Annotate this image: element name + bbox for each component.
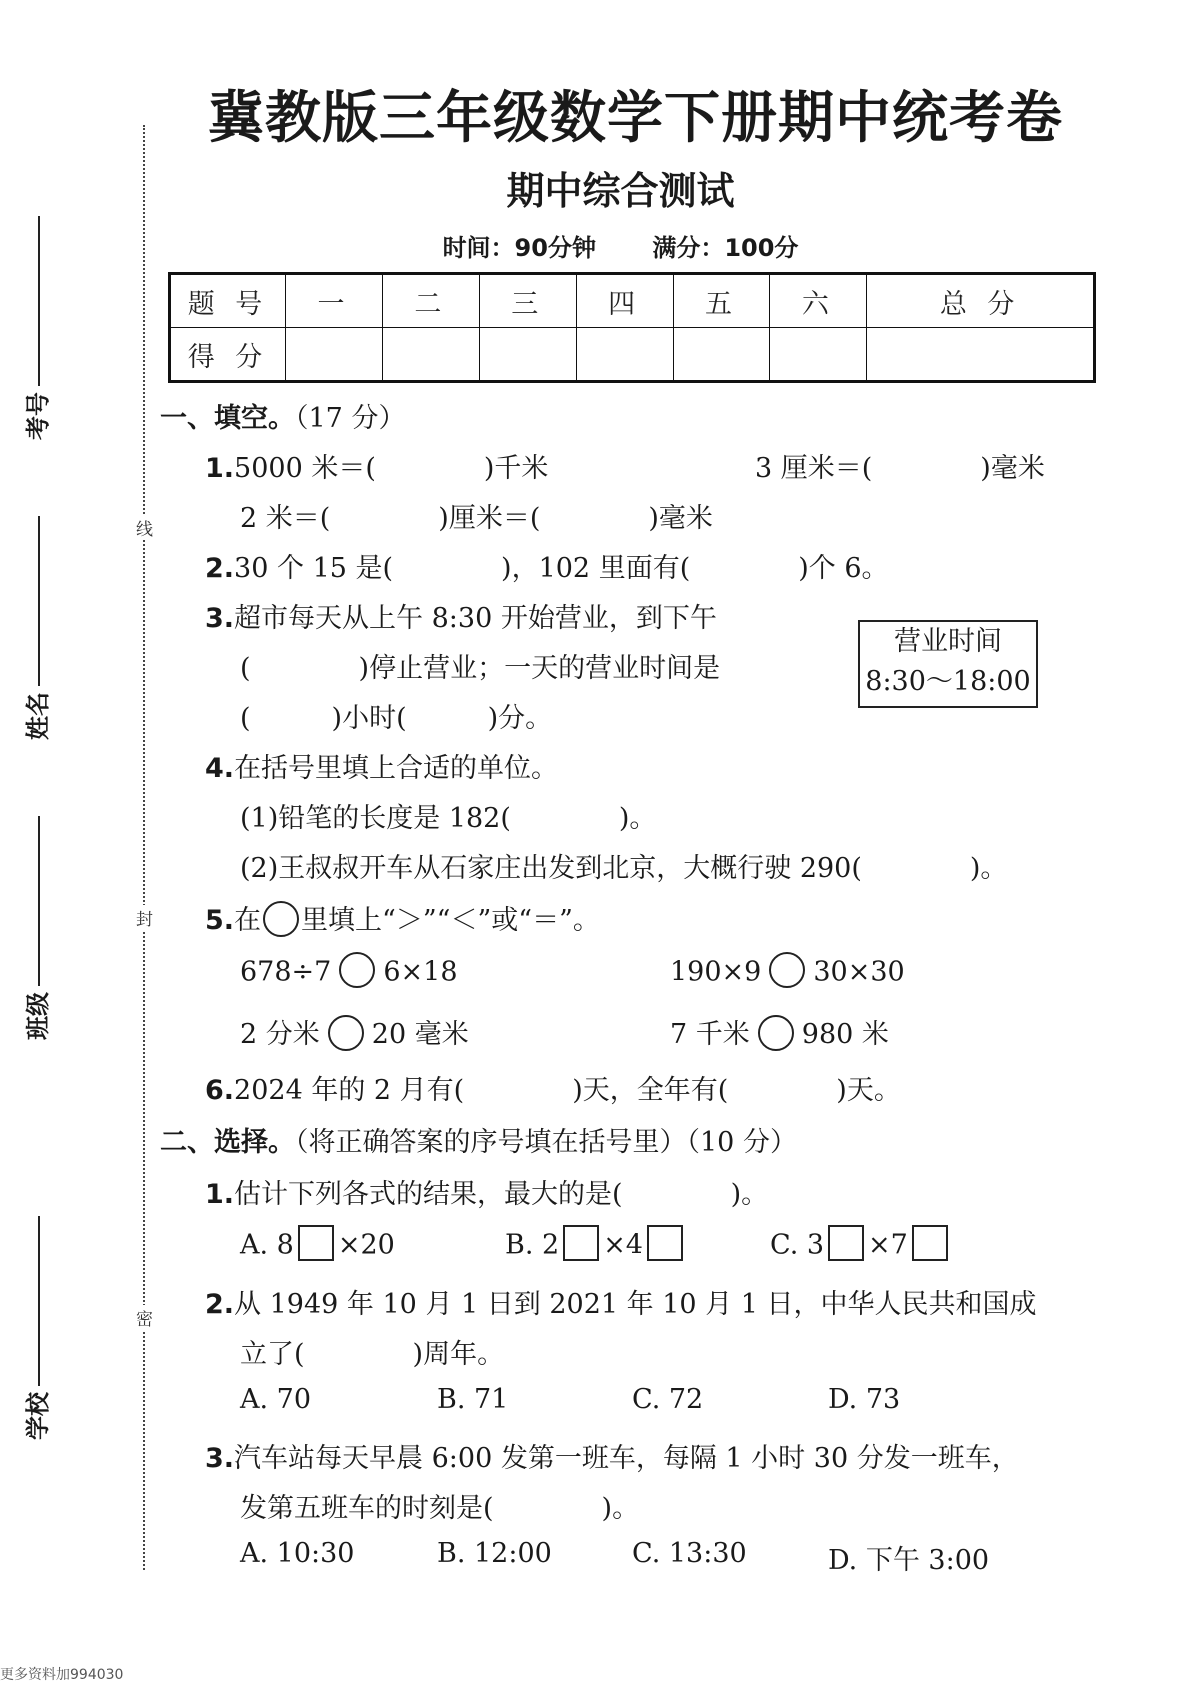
digit-box bbox=[828, 1225, 864, 1261]
compare-item-2 bbox=[670, 955, 905, 991]
business-hours-title: 营业时间 bbox=[894, 626, 1002, 657]
question-2-2-line2: 立了( )周年。 bbox=[240, 1339, 505, 1370]
compare-left: 2 分米 bbox=[240, 1019, 320, 1050]
section-2-heading bbox=[160, 1120, 797, 1159]
class-blank[interactable] bbox=[38, 816, 40, 986]
section-1-heading bbox=[160, 396, 405, 435]
score-table-header: 五 bbox=[673, 274, 770, 328]
score-row-label: 得 分 bbox=[170, 328, 286, 382]
digit-box bbox=[298, 1225, 334, 1261]
question-1-4b: (2)王叔叔开车从石家庄出发到北京，大概行驶 290( )。 bbox=[240, 853, 1008, 884]
question-text: 里填上“＞”“＜”或“＝”。 bbox=[301, 905, 600, 936]
option-c[interactable]: C. 13:30 bbox=[632, 1538, 747, 1569]
option-a[interactable] bbox=[240, 1228, 395, 1264]
binding-dotted-line bbox=[143, 125, 145, 1570]
option-b[interactable]: B. 12:00 bbox=[437, 1538, 552, 1569]
question-text: 在括号里填上合适的单位。 bbox=[234, 753, 559, 784]
score-table-header: 二 bbox=[382, 274, 479, 328]
question-2-2-line1 bbox=[205, 1282, 1037, 1321]
question-text: 在 bbox=[234, 905, 262, 936]
exam-number-field[interactable] bbox=[18, 216, 53, 440]
question-number: 3. bbox=[205, 603, 235, 634]
score-table-header: 题 号 bbox=[170, 274, 286, 328]
question-text: 估计下列各式的结果，最大的是( )。 bbox=[234, 1179, 769, 1210]
option-text: ×20 bbox=[337, 1229, 395, 1261]
exam-info bbox=[0, 228, 1191, 263]
compare-item-3 bbox=[240, 1012, 469, 1054]
score-table-header: 六 bbox=[770, 274, 867, 328]
compare-left: 190×9 bbox=[670, 956, 762, 988]
section-1-points: （17 分） bbox=[295, 403, 406, 434]
school-label: 学校 bbox=[24, 1392, 52, 1440]
score-cell[interactable] bbox=[673, 328, 770, 382]
class-label: 班级 bbox=[24, 992, 52, 1040]
question-1-4 bbox=[205, 746, 558, 785]
question-1-3-line1 bbox=[205, 596, 717, 635]
option-b[interactable] bbox=[505, 1228, 687, 1264]
question-1-4a: (1)铅笔的长度是 182( )。 bbox=[240, 803, 657, 834]
score-cell[interactable] bbox=[576, 328, 673, 382]
question-1-3-line2: ( )停止营业；一天的营业时间是 bbox=[240, 653, 721, 684]
circle-icon bbox=[263, 901, 299, 937]
compare-item-4 bbox=[670, 1012, 889, 1054]
option-text: ×4 bbox=[603, 1229, 643, 1261]
option-text: A. 8 bbox=[240, 1229, 294, 1261]
name-blank[interactable] bbox=[38, 516, 40, 686]
section-2-title: 二、选择。 bbox=[160, 1127, 295, 1158]
question-number: 2. bbox=[205, 1289, 235, 1320]
binding-mark-seal: 封 bbox=[136, 905, 153, 930]
compare-right: 6×18 bbox=[383, 956, 458, 988]
business-hours-time: 8:30～18:00 bbox=[865, 666, 1031, 697]
question-number: 6. bbox=[205, 1075, 235, 1106]
question-number: 1. bbox=[205, 1179, 235, 1210]
question-text: 5000 米＝( )千米 bbox=[234, 453, 549, 484]
exam-full-score: 满分：100分 bbox=[652, 234, 799, 262]
option-a[interactable]: A. 70 bbox=[240, 1384, 312, 1415]
question-text: 从 1949 年 10 月 1 日到 2021 年 10 月 1 日，中华人民共和国成 bbox=[234, 1289, 1037, 1320]
question-1-1c: 2 米＝( )厘米＝( )毫米 bbox=[240, 503, 713, 534]
score-cell[interactable] bbox=[382, 328, 479, 382]
section-1-title: 一、填空。 bbox=[160, 403, 295, 434]
name-field[interactable] bbox=[18, 516, 53, 740]
page-subtitle: 期中综合测试 bbox=[506, 169, 735, 213]
question-2-3-line1 bbox=[205, 1436, 1019, 1475]
name-label: 姓名 bbox=[24, 692, 52, 740]
class-field[interactable] bbox=[18, 816, 53, 1040]
compare-circle[interactable] bbox=[758, 1015, 794, 1051]
score-cell[interactable] bbox=[770, 328, 867, 382]
score-table-header: 一 bbox=[286, 274, 383, 328]
section-2-points: （将正确答案的序号填在括号里）（10 分） bbox=[295, 1127, 797, 1158]
score-cell[interactable] bbox=[286, 328, 383, 382]
score-table-score-row bbox=[170, 328, 1095, 382]
exam-number-label: 考号 bbox=[24, 392, 52, 440]
question-2-1 bbox=[205, 1172, 768, 1211]
question-text: 30 个 15 是( )，102 里面有( )个 6。 bbox=[234, 553, 889, 584]
option-b[interactable]: B. 71 bbox=[437, 1384, 509, 1415]
school-field[interactable] bbox=[18, 1216, 53, 1440]
option-a[interactable]: A. 10:30 bbox=[240, 1538, 355, 1569]
compare-right: 980 米 bbox=[801, 1019, 889, 1050]
digit-box bbox=[563, 1225, 599, 1261]
compare-circle[interactable] bbox=[328, 1015, 364, 1051]
score-table-header: 四 bbox=[576, 274, 673, 328]
question-text: 汽车站每天早晨 6:00 发第一班车，每隔 1 小时 30 分发一班车， bbox=[234, 1443, 1019, 1474]
school-blank[interactable] bbox=[38, 1216, 40, 1386]
question-number: 1. bbox=[205, 453, 235, 484]
digit-box bbox=[647, 1225, 683, 1261]
exam-time: 时间：90分钟 bbox=[442, 234, 596, 262]
compare-left: 678÷7 bbox=[240, 956, 332, 988]
question-text: 2024 年的 2 月有( )天，全年有( )天。 bbox=[234, 1075, 901, 1106]
option-c[interactable] bbox=[770, 1228, 952, 1264]
page-title: 冀教版三年级数学下册期中统考卷 bbox=[208, 86, 1063, 151]
question-number: 5. bbox=[205, 905, 235, 936]
option-d[interactable]: D. 下午 3:00 bbox=[828, 1545, 990, 1576]
option-d[interactable]: D. 73 bbox=[828, 1384, 901, 1415]
score-table bbox=[168, 272, 1096, 383]
question-number: 4. bbox=[205, 753, 235, 784]
compare-item-1 bbox=[240, 955, 458, 991]
option-c[interactable]: C. 72 bbox=[632, 1384, 704, 1415]
question-number: 3. bbox=[205, 1443, 235, 1474]
question-number: 2. bbox=[205, 553, 235, 584]
question-1-1b: 3 厘米＝( )毫米 bbox=[755, 453, 1045, 484]
question-1-2 bbox=[205, 546, 889, 585]
option-text: B. 2 bbox=[505, 1229, 560, 1261]
score-cell[interactable] bbox=[479, 328, 576, 382]
footer-note: 更多资料加994030 bbox=[0, 1667, 124, 1683]
score-table-header-row bbox=[170, 274, 1095, 328]
question-text: 超市每天从上午 8:30 开始营业，到下午 bbox=[234, 603, 717, 634]
compare-right: 30×30 bbox=[813, 956, 905, 988]
question-2-3-line2: 发第五班车的时刻是( )。 bbox=[240, 1493, 640, 1524]
question-1-1a bbox=[205, 446, 548, 485]
binding-mark-line: 线 bbox=[136, 515, 153, 540]
compare-left: 7 千米 bbox=[670, 1019, 750, 1050]
score-table-header: 总 分 bbox=[867, 274, 1095, 328]
option-text: C. 3 bbox=[770, 1229, 825, 1261]
compare-circle[interactable] bbox=[769, 952, 805, 988]
score-table-header: 三 bbox=[479, 274, 576, 328]
score-cell[interactable] bbox=[867, 328, 1095, 382]
digit-box bbox=[912, 1225, 948, 1261]
compare-circle[interactable] bbox=[339, 952, 375, 988]
question-1-6 bbox=[205, 1068, 901, 1107]
business-hours-box bbox=[858, 620, 1038, 708]
question-1-5 bbox=[205, 898, 600, 940]
compare-right: 20 毫米 bbox=[371, 1019, 469, 1050]
exam-number-blank[interactable] bbox=[38, 216, 40, 386]
binding-mark-secret: 密 bbox=[136, 1305, 153, 1330]
option-text: ×7 bbox=[868, 1229, 908, 1261]
question-1-3-line3: ( )小时( )分。 bbox=[240, 703, 553, 734]
